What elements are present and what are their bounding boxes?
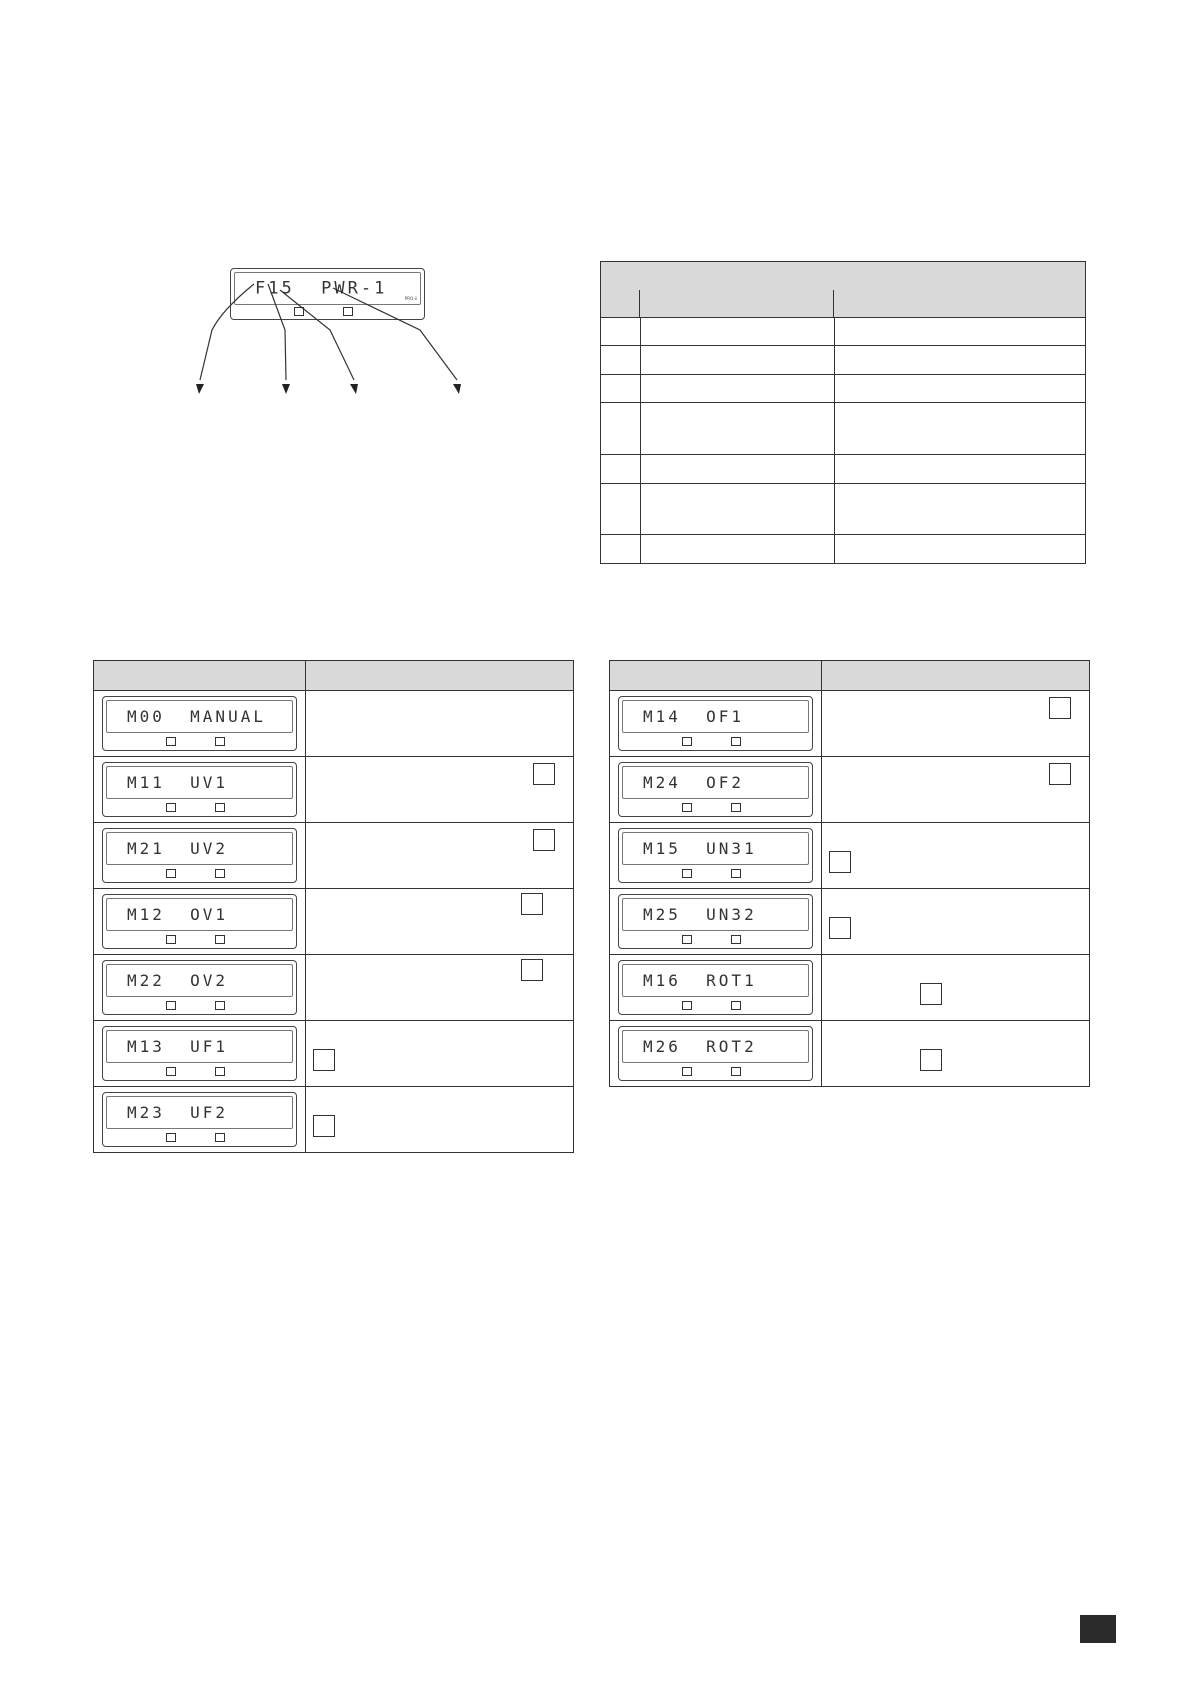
mode-table-left-display-cell <box>94 889 306 955</box>
mode-table-left-display-cell <box>94 823 306 889</box>
mode-table-left-description-cell <box>306 889 574 955</box>
mode-led-right <box>731 869 741 878</box>
mode-display-screen <box>106 898 293 931</box>
mode-table-left-row <box>94 757 574 823</box>
selection-checkbox[interactable] <box>521 959 543 981</box>
mode-table-right-row <box>610 691 1090 757</box>
mode-table-right-display-cell <box>610 757 822 823</box>
mode-table-left-row <box>94 1021 574 1087</box>
mode-display-text: M24 OF2 <box>643 772 745 792</box>
mode-table-right-description-cell <box>822 889 1090 955</box>
legend-row-6-col-1 <box>601 484 641 535</box>
mode-display-screen <box>106 832 293 865</box>
mode-led-right <box>215 737 225 746</box>
mode-table-left-description-cell <box>306 1021 574 1087</box>
legend-row-3-col-3 <box>835 375 1086 403</box>
selection-checkbox[interactable] <box>920 983 942 1005</box>
mode-display-screen <box>622 832 809 865</box>
legend-row-3-col-1 <box>601 375 641 403</box>
page-number-tab <box>1080 1615 1116 1643</box>
selection-checkbox[interactable] <box>533 829 555 851</box>
mode-display-panel <box>102 960 297 1015</box>
mode-table-right-display-cell <box>610 691 822 757</box>
mode-table-right-display-cell <box>610 955 822 1021</box>
arrowhead-4 <box>453 384 461 394</box>
selection-checkbox[interactable] <box>920 1049 942 1071</box>
mode-display-text: M00 MANUAL <box>127 706 266 726</box>
mode-led-left <box>166 935 176 944</box>
legend-table-header <box>601 262 1086 318</box>
mode-led-left <box>682 935 692 944</box>
legend-row-6-col-3 <box>835 484 1086 535</box>
mode-display-panel <box>618 960 813 1015</box>
legend-row-1-col-3 <box>835 318 1086 346</box>
mode-led-right <box>731 1001 741 1010</box>
mode-display-panel <box>102 1026 297 1081</box>
selection-checkbox[interactable] <box>829 851 851 873</box>
mode-table-right-display-cell <box>610 889 822 955</box>
legend-row-4-col-1 <box>601 403 641 455</box>
selection-checkbox[interactable] <box>521 893 543 915</box>
legend-row-4-col-2 <box>641 403 835 455</box>
mode-display-panel <box>618 696 813 751</box>
mode-led-right <box>731 803 741 812</box>
mode-led-left <box>166 737 176 746</box>
mode-display-screen <box>106 766 293 799</box>
mode-table-left-row <box>94 955 574 1021</box>
mode-table-left-description-cell <box>306 757 574 823</box>
legend-row-5-col-2 <box>641 455 835 484</box>
mode-led-right <box>731 935 741 944</box>
legend-row-2-col-3 <box>835 346 1086 375</box>
mode-display-screen <box>106 700 293 733</box>
mode-table-left-display-cell <box>94 1087 306 1153</box>
mode-display-screen <box>106 964 293 997</box>
legend-row-4-col-3 <box>835 403 1086 455</box>
legend-row-2-col-2 <box>641 346 835 375</box>
status-display-brand: PRO-ii <box>404 296 417 301</box>
mode-table-right-display-cell <box>610 823 822 889</box>
arrowhead-1 <box>196 384 204 394</box>
mode-display-panel <box>102 696 297 751</box>
mode-display-screen <box>106 1030 293 1063</box>
mode-table-left-display-cell <box>94 691 306 757</box>
arrowhead-3 <box>350 384 358 394</box>
mode-table-right-row <box>610 823 1090 889</box>
mode-table-right-row <box>610 757 1090 823</box>
mode-display-text: M22 OV2 <box>127 970 229 990</box>
legend-row-2-col-1 <box>601 346 641 375</box>
callout-arrow-4 <box>333 288 457 380</box>
selection-checkbox[interactable] <box>1049 697 1071 719</box>
mode-display-panel <box>618 1026 813 1081</box>
legend-row-7-col-3 <box>835 535 1086 564</box>
mode-table-right <box>609 660 1090 1087</box>
selection-checkbox[interactable] <box>313 1049 335 1071</box>
legend-row-6-col-2 <box>641 484 835 535</box>
mode-display-panel <box>102 762 297 817</box>
mode-table-left-display-cell <box>94 1021 306 1087</box>
arrowhead-2 <box>282 384 290 394</box>
mode-display-panel <box>618 762 813 817</box>
mode-led-left <box>166 1067 176 1076</box>
legend-row-5-col-1 <box>601 455 641 484</box>
mode-display-screen <box>622 700 809 733</box>
mode-table-left-description-cell <box>306 691 574 757</box>
mode-display-panel <box>618 828 813 883</box>
mode-display-text: M13 UF1 <box>127 1036 229 1056</box>
mode-table-left-display-cell <box>94 757 306 823</box>
mode-table-left <box>93 660 574 1153</box>
mode-table-right-row <box>610 955 1090 1021</box>
mode-led-left <box>166 1133 176 1142</box>
legend-row-1-col-2 <box>641 318 835 346</box>
mode-table-right-header-description <box>822 661 1090 691</box>
mode-table-right-row <box>610 1021 1090 1087</box>
mode-table-left-header-display <box>94 661 306 691</box>
mode-display-text: M15 UN31 <box>643 838 757 858</box>
mode-led-left <box>682 1067 692 1076</box>
mode-led-left <box>682 1001 692 1010</box>
selection-checkbox[interactable] <box>1049 763 1071 785</box>
mode-led-right <box>215 1067 225 1076</box>
mode-table-left-row <box>94 691 574 757</box>
mode-table-left-row <box>94 1087 574 1153</box>
selection-checkbox[interactable] <box>313 1115 335 1137</box>
legend-row-7-col-2 <box>641 535 835 564</box>
mode-table-left-row <box>94 823 574 889</box>
callout-arrow-1 <box>200 284 254 380</box>
mode-display-text: M23 UF2 <box>127 1102 229 1122</box>
mode-display-panel <box>102 1092 297 1147</box>
mode-table-right-description-cell <box>822 691 1090 757</box>
legend-table <box>600 261 1086 564</box>
mode-table-right-description-cell <box>822 955 1090 1021</box>
mode-led-left <box>166 803 176 812</box>
mode-display-text: M14 OF1 <box>643 706 745 726</box>
callout-arrow-3 <box>280 290 354 380</box>
mode-led-left <box>682 803 692 812</box>
mode-display-screen <box>622 964 809 997</box>
mode-table-right-header-display <box>610 661 822 691</box>
mode-display-text: M12 OV1 <box>127 904 229 924</box>
mode-display-panel <box>102 828 297 883</box>
mode-led-right <box>215 1133 225 1142</box>
legend-row-5-col-3 <box>835 455 1086 484</box>
mode-table-left-row <box>94 889 574 955</box>
mode-table-right-row <box>610 889 1090 955</box>
mode-display-text: M25 UN32 <box>643 904 757 924</box>
mode-led-right <box>215 935 225 944</box>
mode-led-right <box>215 1001 225 1010</box>
mode-display-text: M11 UV1 <box>127 772 229 792</box>
mode-table-right-description-cell <box>822 1021 1090 1087</box>
legend-row-7-col-1 <box>601 535 641 564</box>
mode-display-screen <box>106 1096 293 1129</box>
mode-display-screen <box>622 898 809 931</box>
mode-led-left <box>682 869 692 878</box>
mode-display-text: M21 UV2 <box>127 838 229 858</box>
mode-table-left-description-cell <box>306 823 574 889</box>
mode-table-right-description-cell <box>822 823 1090 889</box>
mode-led-right <box>215 803 225 812</box>
mode-display-text: M16 ROT1 <box>643 970 757 990</box>
mode-led-left <box>166 1001 176 1010</box>
selection-checkbox[interactable] <box>533 763 555 785</box>
legend-row-1-col-1 <box>601 318 641 346</box>
mode-display-text: M26 ROT2 <box>643 1036 757 1056</box>
mode-led-left <box>682 737 692 746</box>
selection-checkbox[interactable] <box>829 917 851 939</box>
status-display-text: F15 PWR-1 <box>255 278 388 299</box>
mode-table-left-display-cell <box>94 955 306 1021</box>
legend-row-3-col-2 <box>641 375 835 403</box>
callout-arrow-2 <box>268 284 286 380</box>
mode-table-left-description-cell <box>306 1087 574 1153</box>
mode-display-panel <box>102 894 297 949</box>
mode-table-left-description-cell <box>306 955 574 1021</box>
mode-led-left <box>166 869 176 878</box>
mode-display-panel <box>618 894 813 949</box>
mode-display-screen <box>622 766 809 799</box>
mode-display-screen <box>622 1030 809 1063</box>
mode-led-right <box>215 869 225 878</box>
mode-led-right <box>731 1067 741 1076</box>
mode-table-right-display-cell <box>610 1021 822 1087</box>
mode-table-right-description-cell <box>822 757 1090 823</box>
mode-led-right <box>731 737 741 746</box>
mode-table-left-header-description <box>306 661 574 691</box>
